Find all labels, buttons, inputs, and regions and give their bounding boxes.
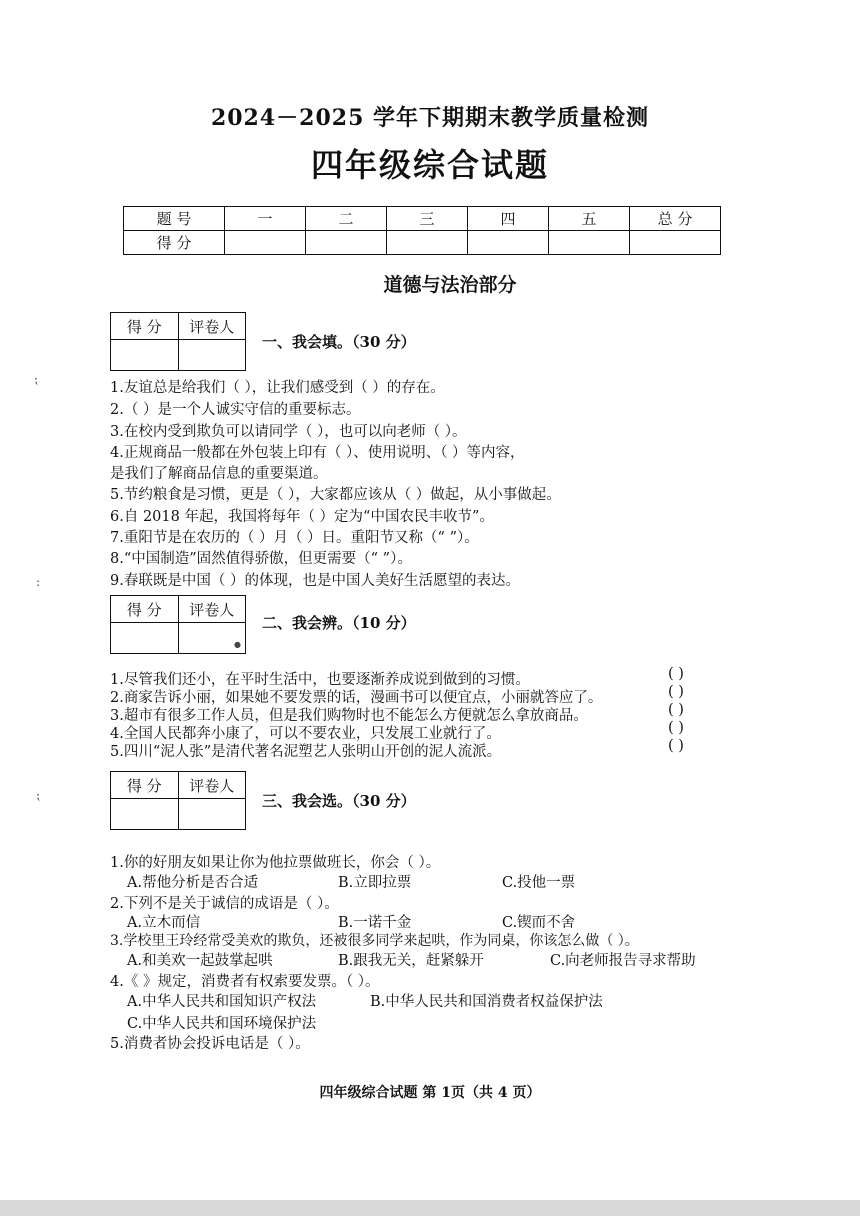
s1-question-9: 9.春联既是中国（ ）的体现，也是中国人美好生活愿望的表达。 bbox=[110, 573, 520, 589]
section2-title: 二、我会辨。（10 分） bbox=[262, 614, 416, 632]
scan-speck: ⁏ bbox=[34, 372, 39, 386]
s2-statement-5: 5.四川“泥人张”是清代著名泥塑艺人张明山开创的泥人流派。 bbox=[110, 744, 502, 760]
s1-question-4: 4.正规商品一般都在外包装上印有（ ）、使用说明、（ ）等内容， bbox=[110, 445, 525, 461]
s3-question-2: 2.下列不是关于诚信的成语是（ ）。 bbox=[110, 896, 339, 912]
grader-name-field[interactable] bbox=[178, 799, 246, 830]
s3-q1-option-a[interactable]: A.帮他分析是否合适 bbox=[127, 875, 259, 891]
score-cell-total: 总 分 bbox=[630, 207, 721, 231]
s3-question-4: 4.《 》规定，消费者有权索要发票。（ ）。 bbox=[110, 974, 380, 990]
grader-score-field[interactable] bbox=[111, 799, 179, 830]
score-table-score-row bbox=[124, 231, 721, 255]
s1-question-5: 5.节约粮食是习惯，更是（ ），大家都应该从（ ）做起，从小事做起。 bbox=[110, 487, 561, 503]
score-input-1[interactable] bbox=[225, 231, 306, 255]
s3-question-3: 3.学校里王玲经常受美欢的欺负，还被很多同学来起哄，作为同桌，你该怎么做（ ）。 bbox=[110, 933, 639, 949]
scan-speck: : bbox=[36, 575, 41, 589]
s3-q1-option-c[interactable]: C.投他一票 bbox=[502, 875, 576, 891]
s2-answer-blank-1[interactable]: ( ) bbox=[668, 666, 684, 682]
s2-answer-blank-4[interactable]: ( ) bbox=[668, 720, 684, 736]
score-row-label: 得 分 bbox=[124, 231, 225, 255]
score-cell-3: 三 bbox=[387, 207, 468, 231]
score-input-3[interactable] bbox=[387, 231, 468, 255]
scan-bottom-bar bbox=[0, 1200, 860, 1216]
s3-q4-option-c[interactable]: C.中华人民共和国环境保护法 bbox=[127, 1016, 317, 1032]
grader-score-field[interactable] bbox=[111, 340, 179, 371]
section3-title: 三、我会选。（30 分） bbox=[262, 792, 416, 810]
s1-question-2: 2.（ ）是一个人诚实守信的重要标志。 bbox=[110, 402, 361, 418]
s2-answer-blank-3[interactable]: ( ) bbox=[668, 702, 684, 718]
score-cell-1: 一 bbox=[225, 207, 306, 231]
exam-title-line2: 四年级综合试题 bbox=[310, 146, 549, 184]
scan-speck: ● bbox=[234, 640, 241, 649]
s1-question-1: 1.友谊总是给我们（ ），让我们感受到（ ）的存在。 bbox=[110, 380, 445, 396]
exam-title-line1: 2024－2025 学年下期期末教学质量检测 bbox=[210, 105, 650, 131]
score-cell-2: 二 bbox=[306, 207, 387, 231]
grader-name-label: 评卷人 bbox=[178, 313, 246, 340]
s1-question-7: 7.重阳节是在农历的（ ）月（ ）日。重阳节又称（“ ”）。 bbox=[110, 530, 479, 546]
score-table bbox=[123, 206, 721, 255]
score-input-2[interactable] bbox=[306, 231, 387, 255]
s2-statement-2: 2.商家告诉小丽，如果她不要发票的话，漫画书可以便宜点，小丽就答应了。 bbox=[110, 690, 603, 706]
page-footer: 四年级综合试题 第 1页（共 4 页） bbox=[319, 1085, 541, 1101]
s3-q2-option-c[interactable]: C.锲而不舍 bbox=[502, 915, 576, 931]
score-cell-4: 四 bbox=[468, 207, 549, 231]
grader-box-3 bbox=[110, 771, 246, 830]
grader-score-field[interactable] bbox=[111, 623, 179, 654]
score-input-total[interactable] bbox=[630, 231, 721, 255]
s3-question-5: 5.消费者协会投诉电话是（ ）。 bbox=[110, 1036, 310, 1052]
score-cell-label: 题 号 bbox=[124, 207, 225, 231]
grader-score-label: 得 分 bbox=[111, 772, 179, 799]
grader-name-label: 评卷人 bbox=[178, 772, 246, 799]
scan-speck: ⁏ bbox=[36, 788, 41, 802]
grader-name-field[interactable] bbox=[178, 340, 246, 371]
s1-question-3: 3.在校内受到欺负可以请同学（ ），也可以向老师（ ）。 bbox=[110, 424, 467, 440]
s1-question-6: 6.自 2018 年起，我国将每年（ ）定为“中国农民丰收节”。 bbox=[110, 509, 494, 525]
s2-statement-4: 4.全国人民都奔小康了，可以不要农业，只发展工业就行了。 bbox=[110, 726, 501, 742]
subject-heading: 道德与法治部分 bbox=[383, 274, 517, 296]
s3-question-1: 1.你的好朋友如果让你为他拉票做班长，你会（ ）。 bbox=[110, 855, 441, 871]
s2-answer-blank-2[interactable]: ( ) bbox=[668, 684, 684, 700]
s3-q3-option-b[interactable]: B.跟我无关，赶紧躲开 bbox=[338, 953, 484, 969]
s3-q4-option-a[interactable]: A.中华人民共和国知识产权法 bbox=[127, 994, 317, 1010]
s3-q3-option-c[interactable]: C.向老师报告寻求帮助 bbox=[550, 953, 696, 969]
s2-statement-1: 1.尽管我们还小，在平时生活中，也要逐渐养成说到做到的习惯。 bbox=[110, 672, 530, 688]
score-cell-5: 五 bbox=[549, 207, 630, 231]
grader-box-2 bbox=[110, 595, 246, 654]
s3-q4-option-b[interactable]: B.中华人民共和国消费者权益保护法 bbox=[370, 994, 603, 1010]
s2-answer-blank-5[interactable]: ( ) bbox=[668, 738, 684, 754]
s1-question-4-cont: 是我们了解商品信息的重要渠道。 bbox=[110, 466, 328, 482]
grader-score-label: 得 分 bbox=[111, 596, 179, 623]
s2-statement-3: 3.超市有很多工作人员，但是我们购物时也不能怎么方便就怎么拿放商品。 bbox=[110, 708, 588, 724]
score-input-4[interactable] bbox=[468, 231, 549, 255]
score-input-5[interactable] bbox=[549, 231, 630, 255]
s3-q1-option-b[interactable]: B.立即拉票 bbox=[338, 875, 412, 891]
s3-q3-option-a[interactable]: A.和美欢一起鼓掌起哄 bbox=[127, 953, 273, 969]
grader-box-1 bbox=[110, 312, 246, 371]
s3-q2-option-b[interactable]: B.一诺千金 bbox=[338, 915, 412, 931]
section1-title: 一、我会填。（30 分） bbox=[262, 333, 416, 351]
grader-score-label: 得 分 bbox=[111, 313, 179, 340]
s1-question-8: 8.“中国制造”固然值得骄傲，但更需要（“ ”）。 bbox=[110, 551, 412, 567]
score-table-header-row bbox=[124, 207, 721, 231]
grader-name-label: 评卷人 bbox=[178, 596, 246, 623]
s3-q2-option-a[interactable]: A.立木而信 bbox=[127, 915, 201, 931]
